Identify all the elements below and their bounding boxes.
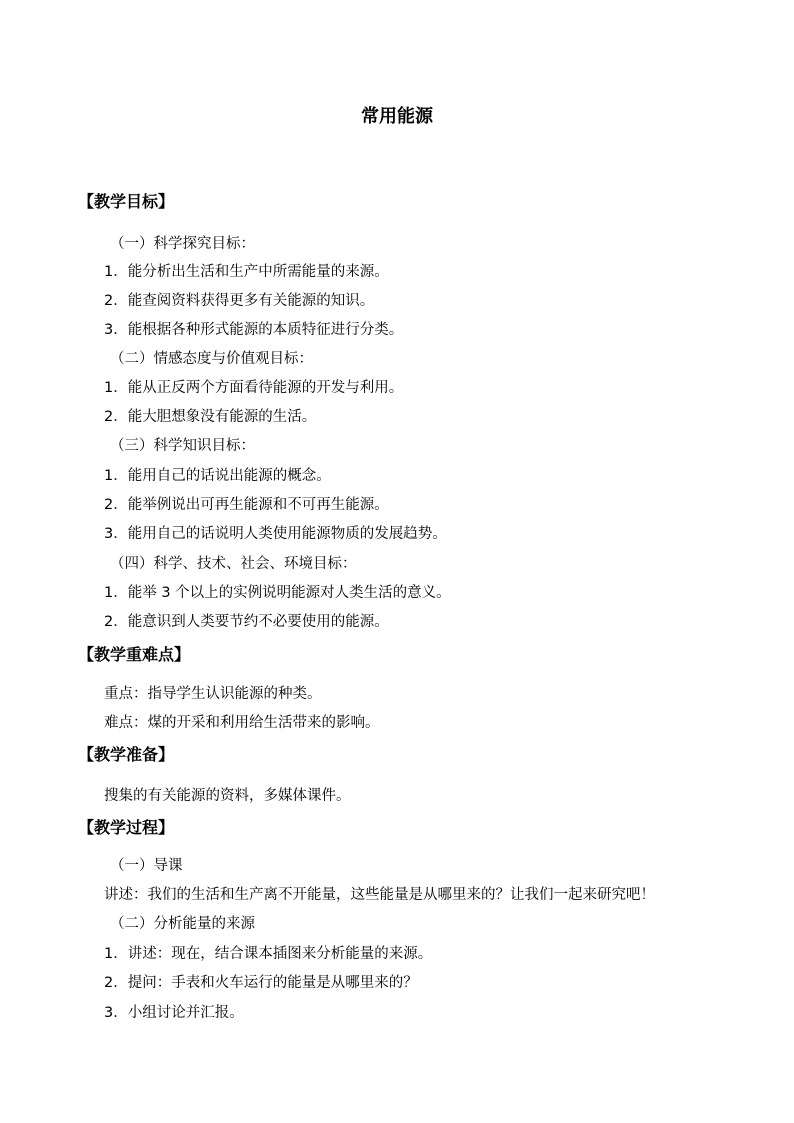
keypoint-line: 难点：煤的开采和利用给生活带来的影响。	[104, 715, 380, 731]
goals-sub4-item: 2．能意识到人类要节约不必要使用的能源。	[104, 614, 389, 630]
process-sub2-item: 3．小组讨论并汇报。	[104, 1005, 244, 1021]
prep-line: 搜集的有关能源的资料，多媒体课件。	[104, 788, 351, 804]
goals-sub3: （三）科学知识目标：	[110, 438, 255, 454]
goals-sub4: （四）科学、技术、社会、环境目标：	[110, 556, 357, 572]
section-heading-goals: 【教学目标】	[78, 192, 175, 211]
goals-sub4-item: 1．能举 3 个以上的实例说明能源对人类生活的意义。	[104, 585, 451, 601]
process-sub2-item: 1．讲述：现在，结合课本插图来分析能量的来源。	[104, 946, 433, 962]
goals-sub3-item: 1．能用自己的话说出能源的概念。	[104, 468, 331, 484]
process-sub2-item: 2．提问：手表和火车运行的能量是从哪里来的？	[104, 975, 418, 991]
goals-sub2: （二）情感态度与价值观目标：	[110, 351, 313, 367]
section-heading-prep: 【教学准备】	[78, 745, 175, 764]
process-sub1-text: 讲述：我们的生活和生产离不开能量，这些能量是从哪里来的？让我们一起来研究吧！	[104, 887, 655, 903]
section-heading-keypoints: 【教学重难点】	[78, 645, 191, 664]
goals-sub1: （一）科学探究目标：	[110, 236, 255, 252]
document-title: 常用能源	[361, 106, 433, 127]
process-sub1: （一）导课	[110, 858, 183, 874]
process-sub2: （二）分析能量的来源	[110, 916, 255, 932]
goals-sub2-item: 1．能从正反两个方面看待能源的开发与利用。	[104, 380, 404, 396]
goals-sub2-item: 2．能大胆想象没有能源的生活。	[104, 409, 317, 425]
goals-sub3-item: 3．能用自己的话说明人类使用能源物质的发展趋势。	[104, 526, 447, 542]
goals-sub1-item: 1．能分析出生活和生产中所需能量的来源。	[104, 264, 389, 280]
goals-sub1-item: 3．能根据各种形式能源的本质特征进行分类。	[104, 322, 404, 338]
section-heading-process: 【教学过程】	[78, 818, 175, 837]
goals-sub3-item: 2．能举例说出可再生能源和不可再生能源。	[104, 497, 389, 513]
keypoint-line: 重点：指导学生认识能源的种类。	[104, 686, 322, 702]
goals-sub1-item: 2．能查阅资料获得更多有关能源的知识。	[104, 293, 375, 309]
